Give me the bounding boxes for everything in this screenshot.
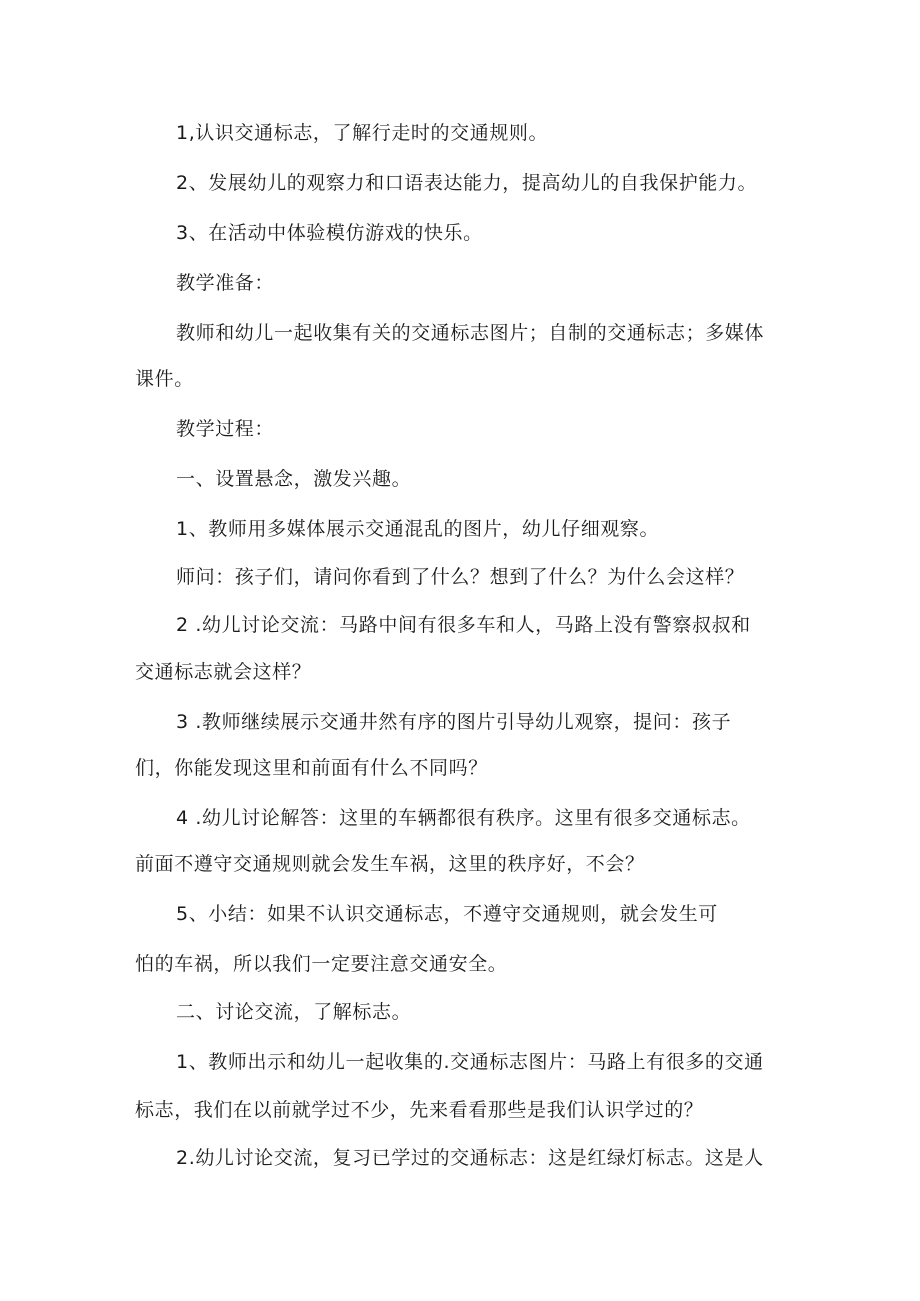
step-heading-1: 一、设置悬念，激发兴趣。 xyxy=(176,468,412,490)
step-1-item-4: 4 .幼儿讨论解答：这里的车辆都很有秩序。这里有很多交通标志。 xyxy=(176,807,751,829)
prep-text: 教师和幼儿一起收集有关的交通标志图片；自制的交通标志；多媒体 xyxy=(176,322,765,344)
step-1-item-2-cont: 交通标志就会这样？ xyxy=(135,661,312,683)
step-1-summary: 5、小结：如果不认识交通标志，不遵守交通规则，就会发生可 xyxy=(176,903,718,925)
step-1-item-1: 1、教师用多媒体展示交通混乱的图片，幼儿仔细观察。 xyxy=(176,518,660,540)
goal-line-2: 2、发展幼儿的观察力和口语表达能力，提高幼儿的自我保护能力。 xyxy=(176,172,758,194)
step-2-item-1: 1、教师出示和幼儿一起收集的.交通标志图片：马路上有很多的交通 xyxy=(176,1051,764,1073)
step-heading-2: 二、讨论交流，了解标志。 xyxy=(176,1001,412,1023)
goal-line-3: 3、在活动中体验模仿游戏的快乐。 xyxy=(176,222,483,244)
step-1-item-2: 2 .幼儿讨论交流：马路中间有很多车和人，马路上没有警察叔叔和 xyxy=(176,614,751,636)
step-2-item-2: 2.幼儿讨论交流，复习已学过的交通标志：这是红绿灯标志。这是人 xyxy=(176,1147,764,1169)
step-1-summary-cont: 怕的车祸，所以我们一定要注意交通安全。 xyxy=(135,953,508,975)
step-1-item-3-cont: 们，你能发现这里和前面有什么不同吗？ xyxy=(135,757,488,779)
goal-line-1: 1,认识交通标志，了解行走时的交通规则。 xyxy=(176,122,549,144)
step-1-question: 师问：孩子们，请问你看到了什么？想到了什么？为什么会这样？ xyxy=(176,566,745,588)
prep-text-cont: 课件。 xyxy=(135,368,194,390)
section-heading-prep: 教学准备： xyxy=(176,272,275,294)
step-1-item-3: 3 .教师继续展示交通井然有序的图片引导幼儿观察，提问：孩子 xyxy=(176,711,732,733)
section-heading-process: 教学过程： xyxy=(176,418,275,440)
step-1-item-4-cont: 前面不遵守交通规则就会发生车祸，这里的秩序好，不会？ xyxy=(135,853,645,875)
step-2-item-1-cont: 标志，我们在以前就学过不少，先来看看那些是我们认识学过的？ xyxy=(135,1099,704,1121)
